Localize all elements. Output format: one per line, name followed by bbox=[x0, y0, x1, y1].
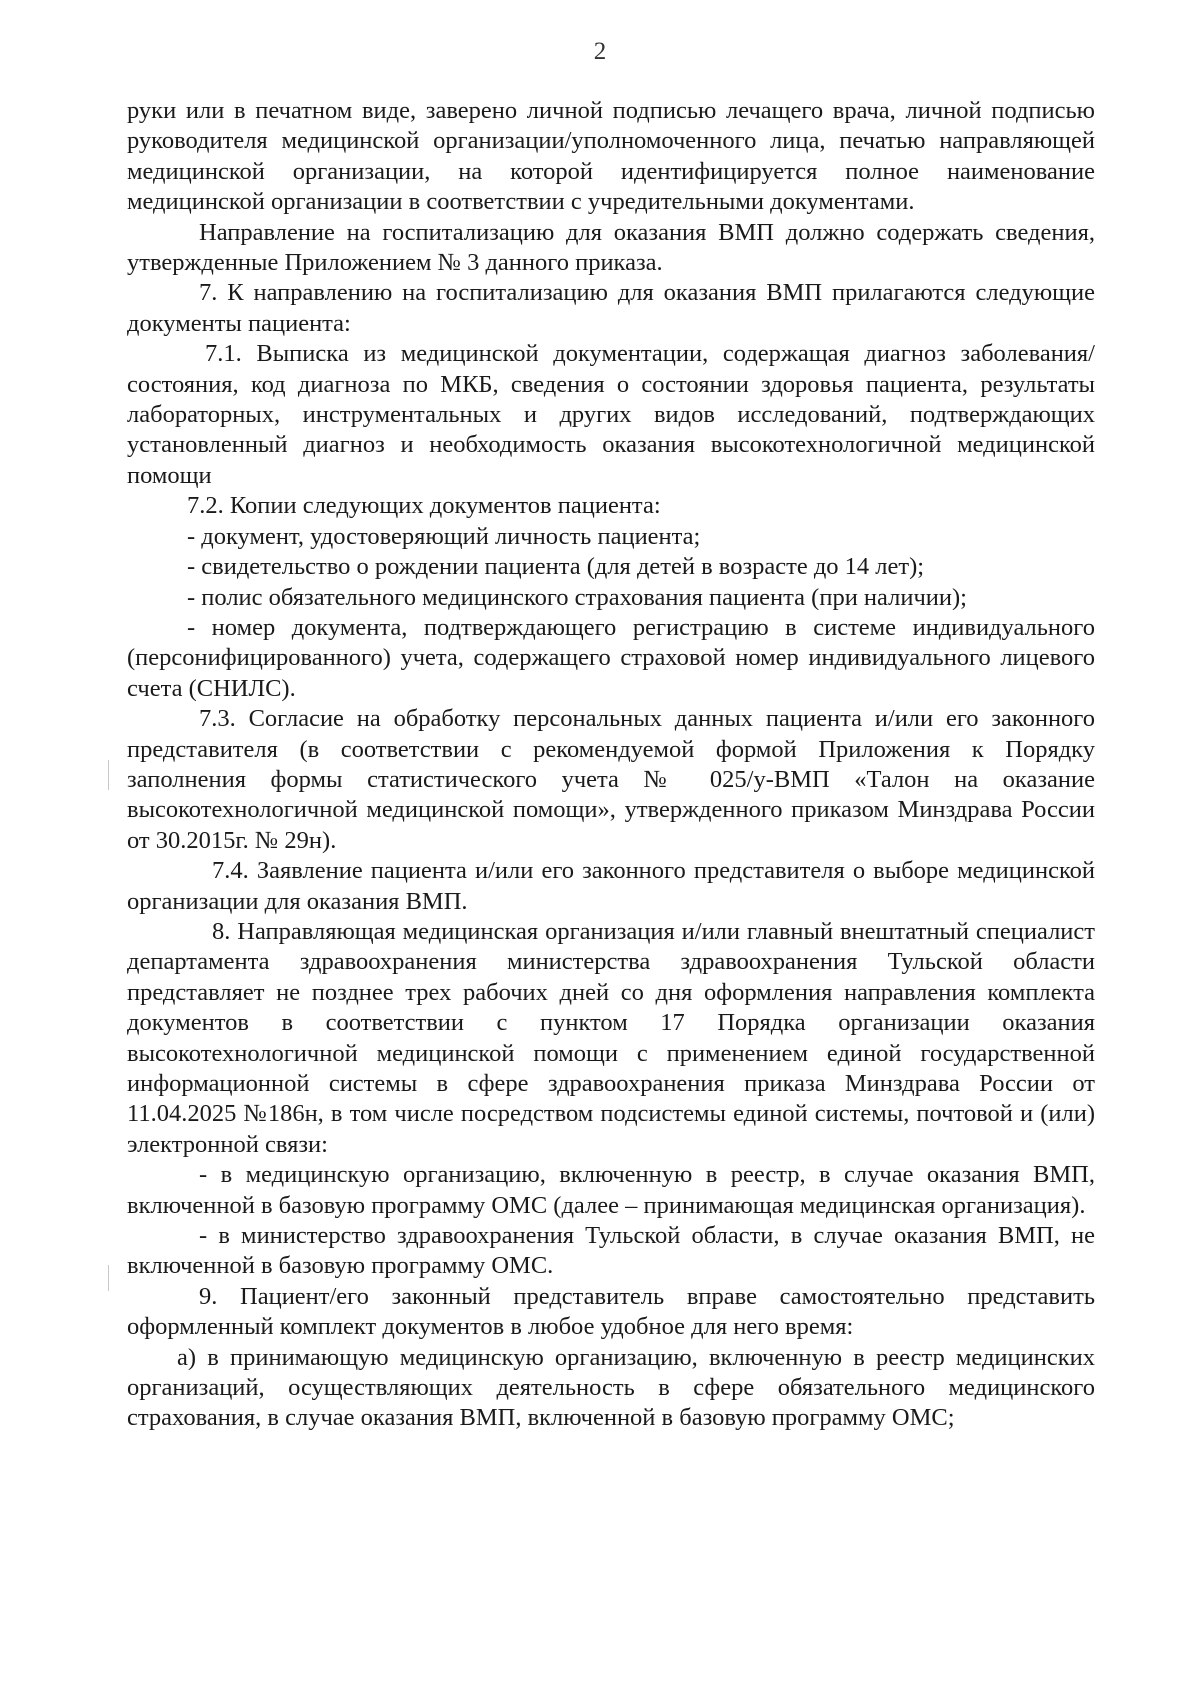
document-body bbox=[127, 96, 1095, 1434]
list-item: - документ, удостоверяющий личность пациента; bbox=[187, 522, 701, 550]
list-item: - номер документа, подтверждающего регистрацию в системе индивидуального (персонифицированного) учета, содержащего страховой номер индивидуального лицевого счета (СНИЛС). bbox=[127, 613, 1095, 702]
list-item: - в министерство здравоохранения Тульской области, в случае оказания ВМП, не включенной в базовую программу ОМС. bbox=[127, 1222, 1095, 1280]
paragraph: 7.2. Копии следующих документов пациента: bbox=[187, 492, 661, 520]
scan-artifact-line bbox=[108, 760, 109, 790]
paragraph: 9. Пациент/его законный представитель вправе самостоятельно представить оформленный комплект документов в любое удобное для него время: bbox=[127, 1282, 1095, 1341]
paragraph: 7. К направлению на госпитализацию для оказания ВМП прилагаются следующие документы пациента: bbox=[127, 279, 1095, 337]
paragraph: руки или в печатном виде, заверено личной подписью лечащего врача, личной подписью руководителя медицинской организации/уполномоченного лица, печатью направляющей медицинской организации, на которой идентифицируется полное наименование медицинской организации в соответствии с учредительными документами. bbox=[127, 97, 1095, 216]
scan-artifact-line bbox=[108, 1265, 109, 1291]
list-item: - в медицинскую организацию, включенную в реестр, в случае оказания ВМП, включенной в базовую программу ОМС (далее – принимающая медицинская организация). bbox=[127, 1161, 1095, 1219]
page-number: 2 bbox=[593, 38, 607, 65]
paragraph: 7.4. Заявление пациента и/или его законного представителя о выборе медицинской организации для оказания ВМП. bbox=[127, 857, 1095, 915]
paragraph: 8. Направляющая медицинская организация и/или главный внештатный специалист департамента здравоохранения министерства здравоохранения Тульской области представляет не позднее трех рабочих дней со дня оформления направления комплекта документов в соответствии с пунктом 17 Порядка организации оказания высокотехнологичной медицинской помощи с применением единой государственной информационной системы в сфере здравоохранения приказа Минздрава России от 11.04.2025 №186н, в том числе посредством подсистемы единой системы, почтовой и (или) электронной связи: bbox=[127, 917, 1095, 1158]
paragraph: 7.3. Согласие на обработку персональных данных пациента и/или его законного представителя (в соответствии с рекомендуемой формой Приложения к Порядку заполнения формы статистического учета № 025/у-ВМП «Талон на оказание высокотехнологичной медицинской помощи», утвержденного приказом Минздрава России от 30.2015г. № 29н). bbox=[127, 705, 1095, 854]
paragraph: Направление на госпитализацию для оказания ВМП должно содержать сведения, утвержденные Приложением № 3 данного приказа. bbox=[127, 218, 1095, 277]
list-item: - полис обязательного медицинского страхования пациента (при наличии); bbox=[187, 583, 967, 611]
list-item: а) в принимающую медицинскую организацию, включенную в реестр медицинских организаций, осуществляющих деятельность в сфере обязательного медицинского страхования, в случае оказания ВМП, включенной в базовую программу ОМС; bbox=[127, 1343, 1095, 1432]
paragraph: 7.1. Выписка из медицинской документации, содержащая диагноз заболевания/состояния, код диагноза по МКБ, сведения о состоянии здоровья пациента, результаты лабораторных, инструментальных и других видов исследований, подтверждающих установленный диагноз и необходимость оказания высокотехнологичной медицинской помощи bbox=[127, 340, 1095, 489]
list-item: - свидетельство о рождении пациента (для детей в возрасте до 14 лет); bbox=[187, 553, 925, 581]
